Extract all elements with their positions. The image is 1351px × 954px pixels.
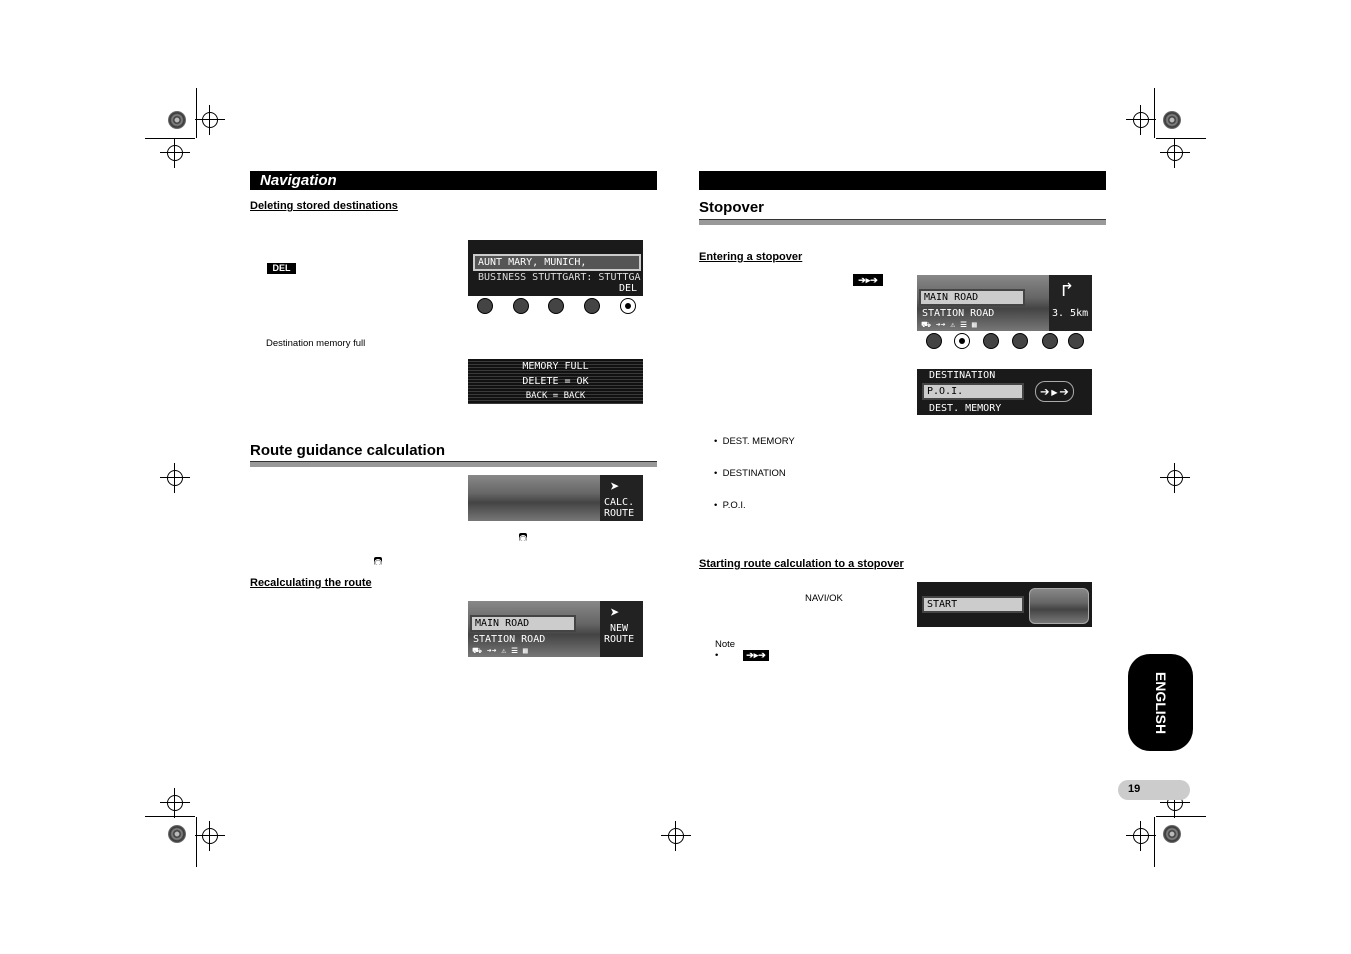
registration-mark [202,112,218,128]
navigation-header-title: Navigation [260,172,337,189]
softkey-button[interactable] [477,298,493,314]
start-display [917,582,1092,627]
stopover-softkey-button[interactable] [954,333,970,349]
starting-route-heading: Starting route calculation to a stopover [699,558,904,570]
del-softkey-button[interactable] [620,298,636,314]
softkey-button[interactable] [1068,333,1084,349]
right-header-bar [699,171,1106,190]
registration-dot [1163,825,1181,843]
memory-full-label: Destination memory full [266,338,366,349]
softkey-button[interactable] [1012,333,1028,349]
registration-mark [1167,470,1183,486]
stopover-menu-display: DESTINATION P.O.I. DEST. MEMORY ➔▸➔ [917,369,1092,415]
car-image [1029,588,1089,624]
softkey-button[interactable] [584,298,600,314]
registration-mark [1133,112,1149,128]
softkey-button[interactable] [983,333,999,349]
stopover-flag-icon: ➔▸➔ [853,274,883,286]
map-road-display: MAIN ROAD STATION ROAD ⛟ ➔➔ ⚠ ☰ ▦ ↱ 3. 5km [917,275,1092,331]
selected-poi-item[interactable]: P.O.I. [922,383,1024,400]
navigation-arrow-icon: ➤ [610,477,620,496]
recalculating-heading: Recalculating the route [250,577,372,589]
registration-mark [167,795,183,811]
registration-mark [1167,145,1183,161]
bullet-dest-memory: • DEST. MEMORY [714,436,795,447]
new-route-display: MAIN ROAD STATION ROAD ⛟ ➔➔ ⚠ ☰ ▦ ➤ NEW ROUTE [468,601,643,657]
status-icons-row: ⛟ ➔➔ ⚠ ☰ ▦ [472,646,528,655]
bullet-poi: • P.O.I. [714,500,746,511]
selected-destination-row: AUNT MARY, MUNICH, [473,254,641,271]
english-language-tab: ENGLISH [1128,654,1193,751]
registration-mark [1133,828,1149,844]
softkey-button[interactable] [1042,333,1058,349]
softkey-button[interactable] [513,298,529,314]
del-softkey-label: DEL [619,283,638,294]
registration-dot [168,825,186,843]
turn-arrow-icon: ↱ [1061,277,1074,301]
calc-route-display: ➤ CALC. ROUTE [468,475,643,521]
navi-button-icon: ◉ [519,533,527,543]
stopover-flag-icon: ➔▸➔ [743,650,769,661]
registration-mark [167,470,183,486]
start-item[interactable]: START [922,596,1024,613]
registration-mark [167,145,183,161]
navi-ok-key: NAVI/OK [805,593,843,604]
memory-full-display: MEMORY FULL DELETE = OK BACK = BACK [468,359,643,404]
del-icon: DEL [267,263,296,274]
destination-row: BUSINESS STUTTGART: STUTTGA [478,272,641,283]
navi-button-icon: ◉ [374,557,382,567]
bullet-destination: • DESTINATION [714,468,786,479]
distance-readout: 3. 5km [1052,308,1089,319]
deleting-destinations-heading: Deleting stored destinations [250,200,398,212]
route-guidance-heading: Route guidance calculation [250,442,446,459]
softkey-button[interactable] [926,333,942,349]
navigation-arrow-icon: ➤ [610,603,620,622]
status-icons-row: ⛟ ➔➔ ⚠ ☰ ▦ [921,320,977,329]
destination-list-display [468,240,643,296]
registration-mark [202,828,218,844]
note-label: Note [715,639,736,650]
navigation-header [250,171,657,190]
registration-dot [168,111,186,129]
stopover-flag-icon: ➔▸➔ [1035,381,1074,402]
registration-mark [668,828,684,844]
entering-stopover-heading: Entering a stopover [699,251,803,263]
road-scene-image [468,475,600,521]
registration-dot [1163,111,1181,129]
stopover-heading: Stopover [699,199,765,216]
page-number: 19 [1128,783,1141,795]
page-number-badge [1118,780,1190,800]
softkey-button[interactable] [548,298,564,314]
